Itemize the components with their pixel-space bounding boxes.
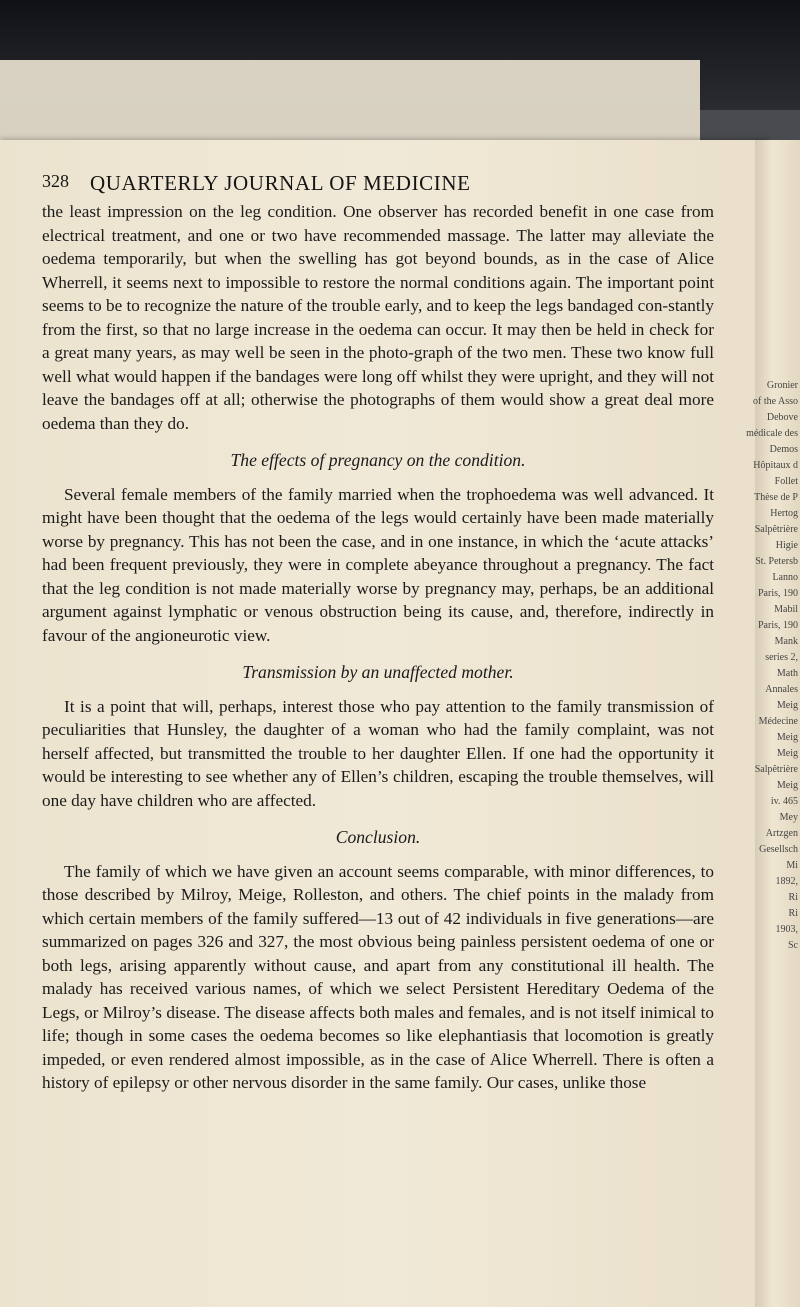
paragraph: the least impression on the leg condition. One observer has recorded benefit in one case from electrical treatment, and one or two have recommended massage. The latter may alleviate the oedema temporarily, but when the swelling has got beyond bounds, as in the case of Alice Wherrell, it seems next to impossible to restore the normal conditions again. The important point seems to be to recognize the nature of the trouble early, and to keep the legs bandaged con-stantly from the first, so that no large increase in the oedema can occur. It may then be held in check for a great many years, as may well be seen in the photo-graph of the two men. These two know full well what would happen if the bandages were long off whilst they were upright, and they will not leave the bandages off at all; otherwise the photographs of them would show a great deal more oedema than they do. bbox=[42, 202, 714, 433]
margin-fragment: St. Petersb bbox=[755, 556, 798, 567]
margin-fragment: Math bbox=[776, 668, 798, 679]
margin-fragment: Meig bbox=[776, 748, 798, 759]
section-heading-conclusion: Conclusion. bbox=[335, 827, 421, 847]
body-text bbox=[42, 200, 714, 1095]
margin-fragment: Debove bbox=[766, 412, 798, 423]
paragraph: The family of which we have given an account seems comparable, with minor differences, to those described by Milroy, Meige, Rolleston, and others. The chief points in the malady from which certain members of the family suffered—13 out of 42 individuals in five generations—are summarized on pages 326 and 327, the most obvious being painless persistent oedema of one or both legs, arising apparently without cause, and apart from any constitutional ill health. The malady has received various names, of which we select Persistent Hereditary Oedema of the Legs, or Milroy’s disease. The disease affects both males and females, and is not itself inimical to life; though in some cases the oedema becomes so like elephantiasis that locomotion is greatly impeded, or even rendered almost impossible, as in the case of Alice Wherrell. There is often a history of epilepsy or other nervous disorder in the same family. Our cases, unlike those bbox=[42, 861, 714, 1092]
paragraph: Several female members of the family married when the trophoedema was well advanced. It might have been thought that the oedema of the legs would certainly have been made materially worse by pregnancy. This has not been the case, and in one instance, in which the ‘acute attacks’ had been frequent previously, they were in complete abeyance throughout a pregnancy. The fact that the leg condition is not made materially worse by pregnancy may, perhaps, be an additional argument against lymphatic or venous obstruction being its cause, and, therefore, indirectly in favour of the angioneurotic view. bbox=[42, 484, 714, 645]
margin-fragment: Thèse de P bbox=[754, 492, 798, 503]
margin-fragment: Artzgen bbox=[765, 828, 798, 839]
margin-fragment: Mey bbox=[779, 812, 798, 823]
margin-fragment: series 2, bbox=[765, 652, 798, 663]
margin-fragment: Gesellsch bbox=[759, 844, 798, 855]
section-heading-transmission: Transmission by an unaffected mother. bbox=[242, 662, 514, 682]
margin-fragment: iv. 465 bbox=[770, 796, 798, 807]
margin-fragment: Meig bbox=[776, 732, 798, 743]
margin-fragment: of the Asso bbox=[753, 396, 798, 407]
page-number: 328 bbox=[42, 171, 69, 191]
margin-fragment: Higie bbox=[775, 540, 798, 551]
margin-fragment: Médecine bbox=[758, 716, 798, 727]
margin-fragment: Mi bbox=[786, 860, 798, 871]
margin-fragment: Mabil bbox=[774, 604, 798, 615]
margin-fragment: Salpêtrière bbox=[754, 524, 798, 535]
facing-page-edge bbox=[746, 140, 800, 1307]
running-header bbox=[42, 171, 742, 193]
margin-fragment: Mank bbox=[774, 636, 798, 647]
margin-fragment: Paris, 190 bbox=[758, 620, 798, 631]
margin-fragment: Annales bbox=[765, 684, 798, 695]
margin-fragment: Follet bbox=[774, 476, 798, 487]
margin-fragment: Ri bbox=[788, 908, 798, 919]
margin-fragment: Demos bbox=[769, 444, 798, 455]
margin-fragment: Meig bbox=[776, 700, 798, 711]
margin-fragment: médicale des bbox=[746, 428, 798, 439]
margin-fragment: Salpêtrière bbox=[754, 764, 798, 775]
margin-fragment: 1892, bbox=[775, 876, 798, 887]
margin-fragment: Lanno bbox=[772, 572, 798, 583]
margin-fragment: Sc bbox=[788, 940, 798, 951]
journal-title: QUARTERLY JOURNAL OF MEDICINE bbox=[90, 171, 471, 195]
margin-fragment: Ri bbox=[788, 892, 798, 903]
margin-fragment: Hertog bbox=[770, 508, 798, 519]
section-heading-pregnancy: The effects of pregnancy on the condition. bbox=[230, 450, 526, 470]
margin-fragment: Meig bbox=[776, 780, 798, 791]
margin-fragment: 1903, bbox=[775, 924, 798, 935]
margin-fragment: Paris, 190 bbox=[758, 588, 798, 599]
margin-fragment: Gronier bbox=[766, 380, 798, 391]
paragraph: It is a point that will, perhaps, interest those who pay attention to the family transmission of peculiarities that Hunsley, the daughter of a woman who had the family complaint, was not herself affected, but transmitted the trouble to her daughter Ellen. If one had the opportunity it would be interesting to see whether any of Ellen’s children, escaping the trouble themselves, will one day have children who are affected. bbox=[42, 696, 714, 810]
margin-fragment: Hôpitaux d bbox=[753, 460, 798, 471]
